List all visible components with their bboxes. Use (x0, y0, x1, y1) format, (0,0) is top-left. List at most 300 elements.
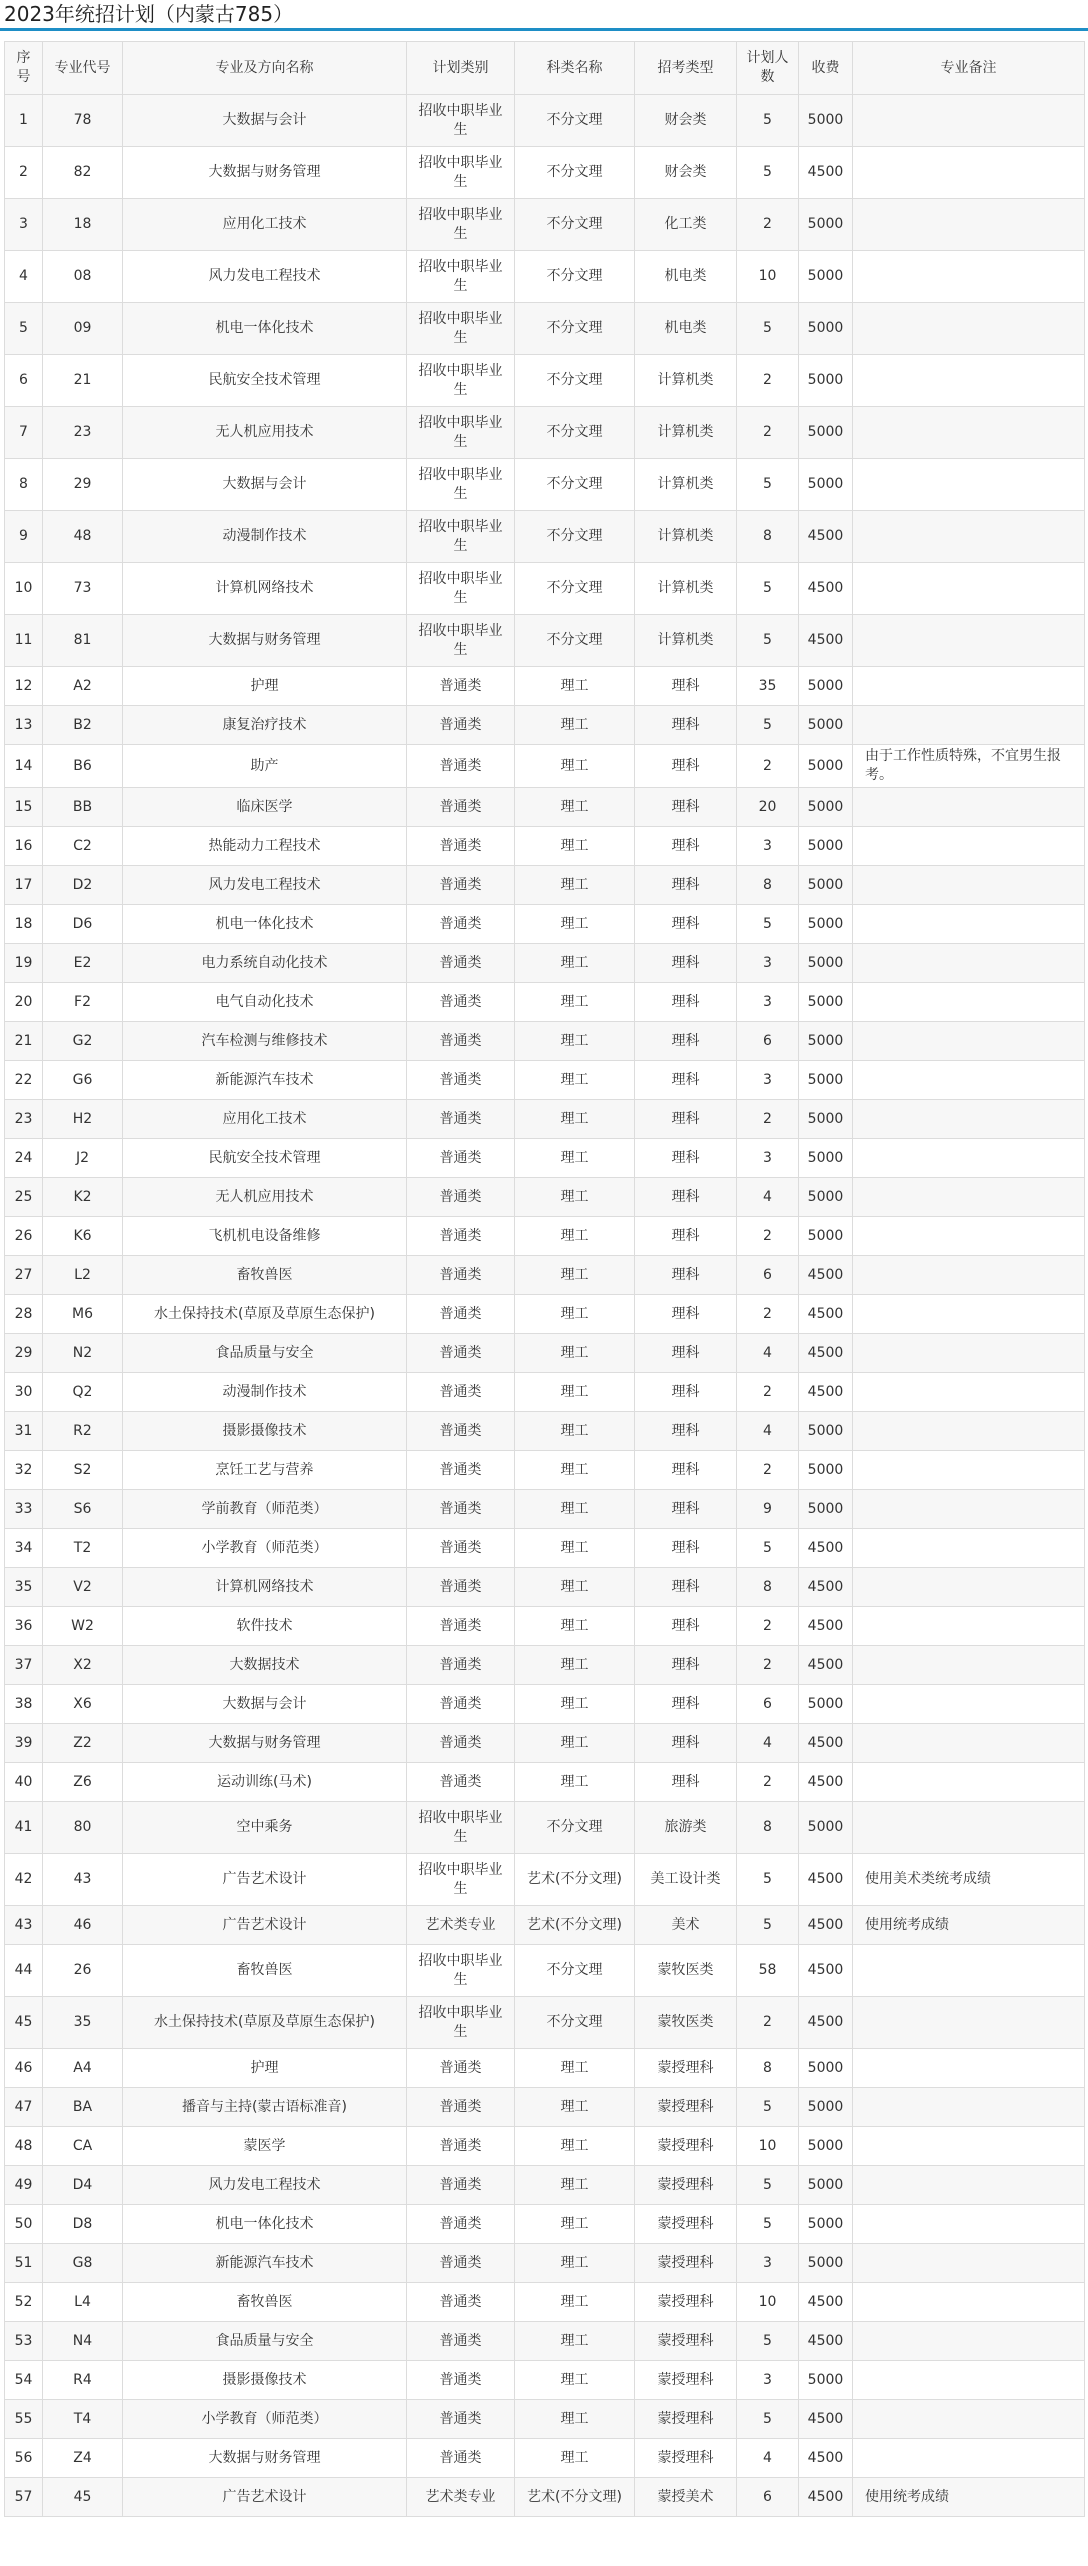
cell-exam-type: 理科 (635, 1451, 737, 1490)
cell-major-code: D2 (43, 866, 123, 905)
cell-index: 11 (5, 615, 43, 667)
cell-subject-type: 理工 (515, 1295, 635, 1334)
cell-remarks (853, 1295, 1085, 1334)
cell-major-code: H2 (43, 1100, 123, 1139)
cell-remarks (853, 2361, 1085, 2400)
cell-plan-category: 普通类 (407, 2127, 515, 2166)
cell-exam-type: 理科 (635, 944, 737, 983)
cell-plan-count: 2 (737, 199, 799, 251)
cell-major-name: 护理 (123, 2049, 407, 2088)
cell-subject-type: 理工 (515, 2400, 635, 2439)
cell-plan-category: 普通类 (407, 2088, 515, 2127)
cell-index: 1 (5, 95, 43, 147)
cell-fee: 5000 (799, 1451, 853, 1490)
table-row (5, 2400, 1085, 2439)
table-row (5, 2049, 1085, 2088)
cell-remarks (853, 355, 1085, 407)
cell-major-code: CA (43, 2127, 123, 2166)
cell-plan-category: 招收中职毕业生 (407, 1997, 515, 2049)
cell-remarks (853, 2244, 1085, 2283)
table-row (5, 2127, 1085, 2166)
cell-major-code: B6 (43, 745, 123, 788)
cell-index: 44 (5, 1945, 43, 1997)
cell-subject-type: 理工 (515, 1022, 635, 1061)
cell-exam-type: 理科 (635, 1607, 737, 1646)
cell-exam-type: 财会类 (635, 147, 737, 199)
cell-index: 33 (5, 1490, 43, 1529)
cell-plan-count: 4 (737, 1412, 799, 1451)
cell-fee: 5000 (799, 1100, 853, 1139)
cell-fee: 5000 (799, 2049, 853, 2088)
cell-exam-type: 理科 (635, 1412, 737, 1451)
cell-plan-category: 普通类 (407, 706, 515, 745)
cell-plan-count: 5 (737, 147, 799, 199)
cell-major-code: T2 (43, 1529, 123, 1568)
cell-fee: 5000 (799, 1139, 853, 1178)
cell-fee: 5000 (799, 459, 853, 511)
cell-fee: 4500 (799, 1724, 853, 1763)
cell-fee: 4500 (799, 2400, 853, 2439)
cell-major-name: 临床医学 (123, 788, 407, 827)
cell-major-name: 食品质量与安全 (123, 1334, 407, 1373)
cell-plan-count: 2 (737, 1100, 799, 1139)
cell-exam-type: 蒙授理科 (635, 2361, 737, 2400)
cell-remarks (853, 1646, 1085, 1685)
cell-plan-count: 35 (737, 667, 799, 706)
cell-fee: 4500 (799, 1529, 853, 1568)
cell-major-name: 康复治疗技术 (123, 706, 407, 745)
cell-remarks (853, 944, 1085, 983)
table-row (5, 944, 1085, 983)
cell-exam-type: 蒙授理科 (635, 2049, 737, 2088)
cell-plan-category: 普通类 (407, 1646, 515, 1685)
cell-index: 27 (5, 1256, 43, 1295)
cell-major-code: 21 (43, 355, 123, 407)
cell-plan-category: 普通类 (407, 1061, 515, 1100)
cell-plan-category: 普通类 (407, 1568, 515, 1607)
cell-subject-type: 不分文理 (515, 251, 635, 303)
cell-plan-count: 2 (737, 745, 799, 788)
cell-plan-count: 6 (737, 2478, 799, 2517)
cell-fee: 4500 (799, 2439, 853, 2478)
cell-plan-category: 普通类 (407, 1607, 515, 1646)
cell-major-name: 计算机网络技术 (123, 1568, 407, 1607)
cell-plan-count: 5 (737, 95, 799, 147)
cell-exam-type: 理科 (635, 983, 737, 1022)
cell-plan-category: 招收中职毕业生 (407, 1802, 515, 1854)
cell-plan-category: 普通类 (407, 1178, 515, 1217)
cell-major-name: 大数据与会计 (123, 459, 407, 511)
cell-fee: 4500 (799, 1945, 853, 1997)
cell-major-code: K2 (43, 1178, 123, 1217)
cell-index: 7 (5, 407, 43, 459)
cell-major-code: 80 (43, 1802, 123, 1854)
header-plan-count: 计划人数 (737, 42, 799, 95)
cell-fee: 4500 (799, 2283, 853, 2322)
cell-index: 32 (5, 1451, 43, 1490)
table-row (5, 788, 1085, 827)
table-row (5, 1412, 1085, 1451)
cell-fee: 5000 (799, 1412, 853, 1451)
cell-fee: 5000 (799, 2361, 853, 2400)
cell-major-name: 食品质量与安全 (123, 2322, 407, 2361)
cell-plan-count: 4 (737, 1724, 799, 1763)
cell-major-code: S6 (43, 1490, 123, 1529)
cell-plan-count: 20 (737, 788, 799, 827)
cell-plan-category: 普通类 (407, 2322, 515, 2361)
cell-exam-type: 美工设计类 (635, 1854, 737, 1906)
cell-major-name: 新能源汽车技术 (123, 1061, 407, 1100)
cell-index: 15 (5, 788, 43, 827)
cell-plan-count: 4 (737, 2439, 799, 2478)
cell-plan-category: 普通类 (407, 667, 515, 706)
cell-plan-count: 2 (737, 1217, 799, 1256)
cell-major-code: M6 (43, 1295, 123, 1334)
cell-subject-type: 不分文理 (515, 563, 635, 615)
cell-subject-type: 理工 (515, 1568, 635, 1607)
cell-subject-type: 理工 (515, 2049, 635, 2088)
table-row (5, 1568, 1085, 1607)
cell-major-name: 风力发电工程技术 (123, 251, 407, 303)
cell-major-code: 45 (43, 2478, 123, 2517)
table-row (5, 355, 1085, 407)
cell-major-name: 水土保持技术(草原及草原生态保护) (123, 1997, 407, 2049)
cell-major-code: 29 (43, 459, 123, 511)
cell-plan-count: 10 (737, 2127, 799, 2166)
cell-index: 54 (5, 2361, 43, 2400)
table-row (5, 1685, 1085, 1724)
cell-remarks (853, 2127, 1085, 2166)
table-header-row (5, 42, 1085, 95)
cell-plan-category: 普通类 (407, 1139, 515, 1178)
cell-major-code: G2 (43, 1022, 123, 1061)
cell-index: 12 (5, 667, 43, 706)
cell-major-name: 民航安全技术管理 (123, 355, 407, 407)
cell-plan-category: 普通类 (407, 2400, 515, 2439)
cell-major-code: G8 (43, 2244, 123, 2283)
cell-major-name: 电力系统自动化技术 (123, 944, 407, 983)
cell-remarks (853, 2205, 1085, 2244)
cell-remarks (853, 303, 1085, 355)
cell-major-name: 应用化工技术 (123, 1100, 407, 1139)
cell-plan-count: 3 (737, 983, 799, 1022)
cell-exam-type: 理科 (635, 1646, 737, 1685)
cell-exam-type: 计算机类 (635, 615, 737, 667)
cell-index: 39 (5, 1724, 43, 1763)
table-row (5, 407, 1085, 459)
cell-fee: 5000 (799, 199, 853, 251)
title-divider (0, 28, 1088, 31)
cell-exam-type: 理科 (635, 1061, 737, 1100)
cell-subject-type: 理工 (515, 2205, 635, 2244)
table-row (5, 905, 1085, 944)
cell-index: 35 (5, 1568, 43, 1607)
header-fee: 收费 (799, 42, 853, 95)
cell-plan-category: 普通类 (407, 2361, 515, 2400)
table-row (5, 1022, 1085, 1061)
cell-subject-type: 理工 (515, 905, 635, 944)
cell-exam-type: 理科 (635, 1685, 737, 1724)
table-row (5, 303, 1085, 355)
header-plan-category: 计划类别 (407, 42, 515, 95)
table-row (5, 1139, 1085, 1178)
cell-major-name: 大数据与财务管理 (123, 147, 407, 199)
cell-fee: 4500 (799, 2322, 853, 2361)
cell-remarks (853, 1490, 1085, 1529)
table-row (5, 1100, 1085, 1139)
cell-exam-type: 理科 (635, 745, 737, 788)
header-major-code: 专业代号 (43, 42, 123, 95)
cell-fee: 5000 (799, 407, 853, 459)
cell-major-name: 广告艺术设计 (123, 1906, 407, 1945)
table-row (5, 2439, 1085, 2478)
cell-fee: 4500 (799, 1763, 853, 1802)
table-row (5, 667, 1085, 706)
cell-fee: 4500 (799, 1997, 853, 2049)
cell-major-code: BB (43, 788, 123, 827)
cell-plan-category: 普通类 (407, 1334, 515, 1373)
cell-remarks (853, 2400, 1085, 2439)
cell-exam-type: 理科 (635, 1529, 737, 1568)
cell-fee: 4500 (799, 563, 853, 615)
cell-remarks (853, 95, 1085, 147)
enrollment-plan-table (4, 41, 1085, 2517)
cell-major-code: Z6 (43, 1763, 123, 1802)
cell-major-code: J2 (43, 1139, 123, 1178)
table-row (5, 147, 1085, 199)
cell-major-name: 软件技术 (123, 1607, 407, 1646)
cell-plan-category: 招收中职毕业生 (407, 407, 515, 459)
cell-index: 53 (5, 2322, 43, 2361)
cell-major-name: 无人机应用技术 (123, 1178, 407, 1217)
cell-plan-count: 3 (737, 944, 799, 983)
cell-plan-category: 招收中职毕业生 (407, 1945, 515, 1997)
cell-fee: 5000 (799, 905, 853, 944)
cell-index: 3 (5, 199, 43, 251)
cell-plan-category: 普通类 (407, 905, 515, 944)
cell-major-code: 26 (43, 1945, 123, 1997)
cell-exam-type: 蒙授理科 (635, 2127, 737, 2166)
cell-fee: 5000 (799, 1802, 853, 1854)
cell-exam-type: 理科 (635, 1490, 737, 1529)
cell-subject-type: 理工 (515, 2127, 635, 2166)
cell-plan-category: 普通类 (407, 944, 515, 983)
cell-remarks (853, 563, 1085, 615)
cell-remarks (853, 251, 1085, 303)
cell-index: 10 (5, 563, 43, 615)
cell-subject-type: 不分文理 (515, 95, 635, 147)
cell-subject-type: 理工 (515, 745, 635, 788)
cell-major-name: 播音与主持(蒙古语标准音) (123, 2088, 407, 2127)
cell-major-name: 畜牧兽医 (123, 1256, 407, 1295)
cell-remarks (853, 511, 1085, 563)
cell-fee: 4500 (799, 147, 853, 199)
cell-index: 18 (5, 905, 43, 944)
cell-fee: 4500 (799, 2478, 853, 2517)
cell-major-name: 机电一体化技术 (123, 303, 407, 355)
cell-major-code: Z4 (43, 2439, 123, 2478)
cell-major-code: 78 (43, 95, 123, 147)
cell-exam-type: 蒙授美术 (635, 2478, 737, 2517)
cell-exam-type: 理科 (635, 1100, 737, 1139)
cell-subject-type: 理工 (515, 1607, 635, 1646)
cell-major-name: 应用化工技术 (123, 199, 407, 251)
cell-major-code: F2 (43, 983, 123, 1022)
cell-plan-count: 4 (737, 1334, 799, 1373)
cell-remarks (853, 2283, 1085, 2322)
cell-exam-type: 化工类 (635, 199, 737, 251)
cell-major-code: 48 (43, 511, 123, 563)
cell-index: 38 (5, 1685, 43, 1724)
cell-remarks (853, 2049, 1085, 2088)
cell-index: 24 (5, 1139, 43, 1178)
cell-remarks (853, 1334, 1085, 1373)
cell-remarks (853, 788, 1085, 827)
cell-exam-type: 理科 (635, 905, 737, 944)
cell-subject-type: 理工 (515, 1724, 635, 1763)
cell-exam-type: 理科 (635, 1022, 737, 1061)
cell-remarks (853, 905, 1085, 944)
cell-exam-type: 理科 (635, 827, 737, 866)
cell-major-code: 43 (43, 1854, 123, 1906)
table-row (5, 1217, 1085, 1256)
cell-major-code: D8 (43, 2205, 123, 2244)
cell-remarks: 使用统考成绩 (853, 1906, 1085, 1945)
cell-major-name: 计算机网络技术 (123, 563, 407, 615)
cell-remarks (853, 1763, 1085, 1802)
cell-subject-type: 理工 (515, 1490, 635, 1529)
cell-remarks (853, 1217, 1085, 1256)
cell-plan-count: 8 (737, 2049, 799, 2088)
cell-plan-count: 2 (737, 1295, 799, 1334)
cell-plan-count: 58 (737, 1945, 799, 1997)
cell-exam-type: 机电类 (635, 303, 737, 355)
cell-plan-count: 2 (737, 407, 799, 459)
cell-remarks (853, 1451, 1085, 1490)
cell-major-code: L2 (43, 1256, 123, 1295)
table-row (5, 2088, 1085, 2127)
cell-plan-count: 2 (737, 355, 799, 407)
cell-subject-type: 理工 (515, 2244, 635, 2283)
cell-index: 40 (5, 1763, 43, 1802)
cell-plan-category: 普通类 (407, 1412, 515, 1451)
cell-plan-count: 5 (737, 905, 799, 944)
cell-remarks (853, 1997, 1085, 2049)
cell-index: 57 (5, 2478, 43, 2517)
cell-subject-type: 理工 (515, 1139, 635, 1178)
cell-exam-type: 理科 (635, 788, 737, 827)
cell-remarks (853, 1061, 1085, 1100)
cell-exam-type: 美术 (635, 1906, 737, 1945)
table-row (5, 2205, 1085, 2244)
cell-subject-type: 理工 (515, 2166, 635, 2205)
cell-subject-type: 理工 (515, 827, 635, 866)
cell-subject-type: 艺术(不分文理) (515, 1854, 635, 1906)
cell-exam-type: 理科 (635, 706, 737, 745)
cell-major-name: 烹饪工艺与营养 (123, 1451, 407, 1490)
cell-plan-count: 9 (737, 1490, 799, 1529)
table-row (5, 1763, 1085, 1802)
cell-remarks (853, 1139, 1085, 1178)
cell-remarks (853, 1685, 1085, 1724)
cell-remarks (853, 1256, 1085, 1295)
table-row (5, 706, 1085, 745)
cell-plan-count: 2 (737, 1373, 799, 1412)
cell-fee: 5000 (799, 2166, 853, 2205)
cell-remarks (853, 1802, 1085, 1854)
table-row (5, 1529, 1085, 1568)
cell-major-code: 82 (43, 147, 123, 199)
cell-plan-count: 6 (737, 1256, 799, 1295)
cell-major-name: 汽车检测与维修技术 (123, 1022, 407, 1061)
cell-index: 31 (5, 1412, 43, 1451)
cell-index: 49 (5, 2166, 43, 2205)
cell-plan-count: 2 (737, 1607, 799, 1646)
cell-exam-type: 蒙授理科 (635, 2283, 737, 2322)
cell-plan-count: 5 (737, 1906, 799, 1945)
table-row (5, 2166, 1085, 2205)
header-index: 序号 (5, 42, 43, 95)
cell-major-code: 35 (43, 1997, 123, 2049)
cell-subject-type: 理工 (515, 1373, 635, 1412)
cell-index: 41 (5, 1802, 43, 1854)
cell-remarks (853, 866, 1085, 905)
cell-exam-type: 理科 (635, 1256, 737, 1295)
cell-major-code: X2 (43, 1646, 123, 1685)
table-row (5, 2361, 1085, 2400)
cell-remarks (853, 199, 1085, 251)
cell-remarks (853, 407, 1085, 459)
cell-major-code: C2 (43, 827, 123, 866)
cell-major-name: 护理 (123, 667, 407, 706)
cell-fee: 5000 (799, 1490, 853, 1529)
table-row (5, 1373, 1085, 1412)
cell-index: 47 (5, 2088, 43, 2127)
cell-exam-type: 机电类 (635, 251, 737, 303)
page-title: 2023年统招计划（内蒙古785） (4, 2, 294, 26)
cell-subject-type: 不分文理 (515, 303, 635, 355)
cell-plan-category: 招收中职毕业生 (407, 459, 515, 511)
table-row (5, 1906, 1085, 1945)
cell-remarks (853, 667, 1085, 706)
table-row (5, 1334, 1085, 1373)
cell-remarks (853, 1022, 1085, 1061)
cell-fee: 5000 (799, 1178, 853, 1217)
cell-major-code: X6 (43, 1685, 123, 1724)
cell-remarks (853, 1100, 1085, 1139)
cell-index: 23 (5, 1100, 43, 1139)
cell-plan-count: 5 (737, 2205, 799, 2244)
cell-subject-type: 理工 (515, 667, 635, 706)
cell-fee: 5000 (799, 788, 853, 827)
cell-plan-category: 普通类 (407, 745, 515, 788)
cell-major-name: 无人机应用技术 (123, 407, 407, 459)
cell-index: 26 (5, 1217, 43, 1256)
cell-exam-type: 财会类 (635, 95, 737, 147)
cell-major-name: 广告艺术设计 (123, 2478, 407, 2517)
cell-fee: 4500 (799, 1373, 853, 1412)
cell-major-code: N2 (43, 1334, 123, 1373)
cell-plan-category: 普通类 (407, 1022, 515, 1061)
cell-major-code: 46 (43, 1906, 123, 1945)
cell-major-name: 空中乘务 (123, 1802, 407, 1854)
cell-index: 52 (5, 2283, 43, 2322)
cell-subject-type: 艺术(不分文理) (515, 2478, 635, 2517)
cell-index: 9 (5, 511, 43, 563)
cell-plan-category: 普通类 (407, 2283, 515, 2322)
table-row (5, 1607, 1085, 1646)
cell-fee: 4500 (799, 1607, 853, 1646)
